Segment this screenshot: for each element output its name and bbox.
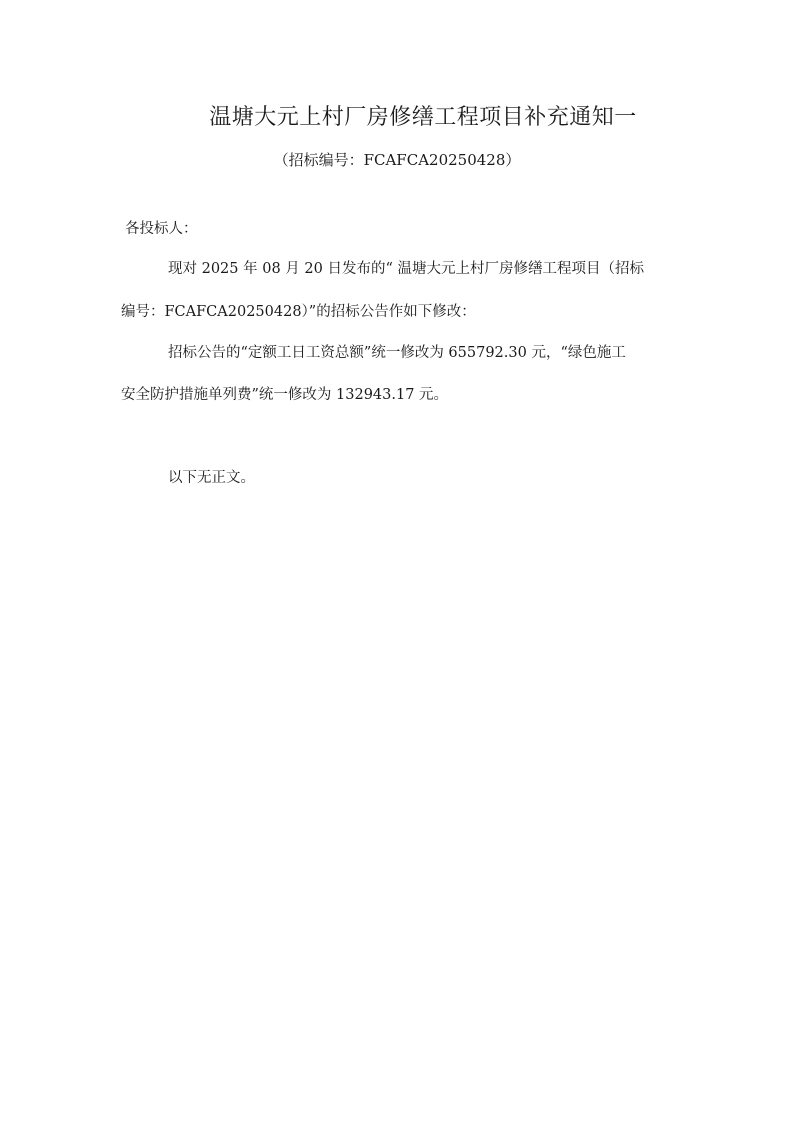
paragraph-1-line-2: 编号：FCAFCA20250428）”的招标公告作如下修改：	[121, 304, 476, 320]
paragraph-2-line-1: 招标公告的“定额工日工资总额”统一修改为 655792.30 元，“绿色施工	[168, 345, 626, 361]
document-title: 温塘大元上村厂房修缮工程项目补充通知一	[209, 105, 637, 130]
paragraph-2-line-2: 安全防护措施单列费”统一修改为 132943.17 元。	[121, 387, 449, 403]
salutation: 各投标人：	[125, 221, 198, 237]
end-note: 以下无正文。	[168, 470, 255, 486]
bid-number: （招标编号：FCAFCA20250428）	[273, 151, 521, 169]
paragraph-1-line-1: 现对 2025 年 08 月 20 日发布的“ 温塘大元上村厂房修缮工程项目（招标	[168, 261, 644, 277]
